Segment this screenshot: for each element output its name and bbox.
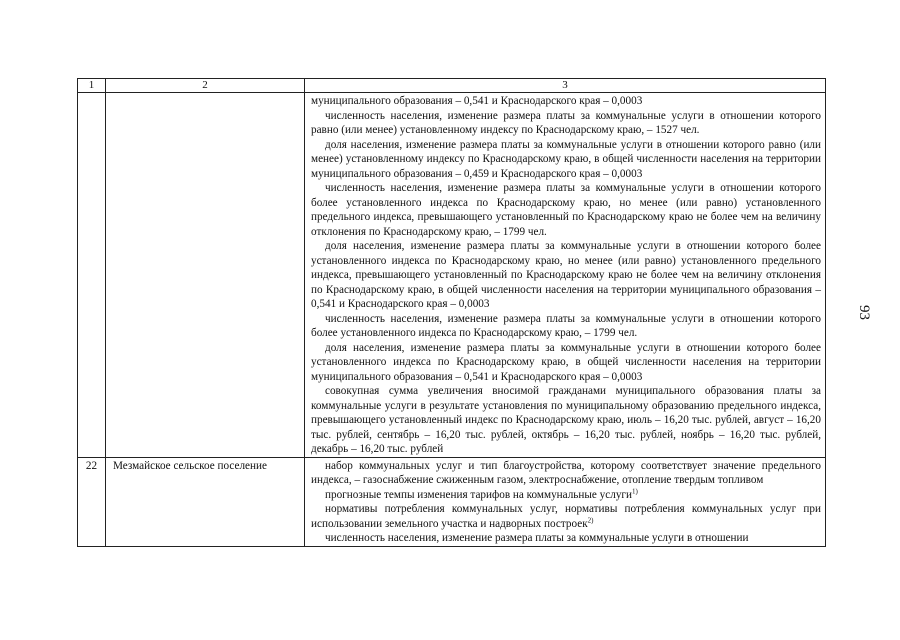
row-name-cell <box>106 93 305 458</box>
paragraph: численность населения, изменение размера платы за коммунальные услуги в отношении <box>325 532 749 544</box>
paragraph: совокупная сумма увеличения вносимой гражданами муниципального образования платы за коммунальные услуги в результате установления по муниципальному образованию предельного индекса, превышающего установленный индекс по Краснодарскому краю, июль – 16,20 тыс. рублей, август – 16,20 тыс. рублей, сентябрь – 16,20 тыс. рублей, октябрь – 16,20 тыс. рублей, ноябрь – 16,20 тыс. рублей, декабрь – 16,20 тыс. рублей <box>311 385 821 455</box>
table-header-row <box>78 79 826 93</box>
paragraph: численность населения, изменение размера платы за коммунальные услуги в отношении которого равно (или менее) установленному индексу по Краснодарскому краю, – 1527 чел. <box>311 109 821 136</box>
paragraph-text: прогнозные темпы изменения тарифов на коммунальные услуги <box>325 488 632 501</box>
paragraph: муниципального образования – 0,541 и Краснодарского края – 0,0003 <box>311 95 643 107</box>
page-number: 93 <box>856 305 872 320</box>
row-content-cell <box>305 93 826 458</box>
paragraph: доля населения, изменение размера платы за коммунальные услуги в отношении которого более установленного индекса по Краснодарскому краю, в общей численности населения на территории муниципального образования – 0,541 и Краснодарского края – 0,0003 <box>311 341 821 383</box>
table-row-22 <box>78 457 826 546</box>
paragraph: набор коммунальных услуг и тип благоустройства, которому соответствует значение предельного индекса, – газоснабжение сжиженным газом, электроснабжение, отопление твердым топливом <box>311 459 821 486</box>
paragraph: доля населения, изменение размера платы за коммунальные услуги в отношении которого более установленного индекса по Краснодарскому краю, но менее (или равно) установленного предельного индекса, превышающего установленный по Краснодарскому краю не более чем на величину отклонения по Краснодарскому краю, в общей численности населения на территории муниципального образования – 0,541 и Краснодарского края – 0,0003 <box>311 240 821 310</box>
paragraph <box>311 488 821 503</box>
header-col-1: 1 <box>78 79 106 93</box>
settlement-name: Мезмайское сельское поселение <box>106 457 305 546</box>
paragraph: доля населения, изменение размера платы за коммунальные услуги в отношении которого равно (или менее) установленному индексу по Краснодарскому краю, в общей численности населения на территории муниципального образования – 0,459 и Краснодарского края – 0,0003 <box>311 138 821 180</box>
paragraph <box>311 502 821 531</box>
paragraph: численность населения, изменение размера платы за коммунальные услуги в отношении которого более установленного индекса по Краснодарскому краю, но менее (или равно) установленного предельного индекса, превышающего установленный по Краснодарскому краю не более чем на величину отклонения по Краснодарскому краю, – 1799 чел. <box>311 182 821 238</box>
header-col-3: 3 <box>305 79 826 93</box>
row-content-cell <box>305 457 826 546</box>
table-row-continued <box>78 93 826 458</box>
paragraph-text: нормативы потребления коммунальных услуг, нормативы потребления коммунальных услуг при использовании земельного участка и надворных построек <box>311 503 821 530</box>
row-number: 22 <box>78 457 106 546</box>
document-table <box>77 78 826 547</box>
footnote-marker: 1) <box>631 486 638 495</box>
footnote-marker: 2) <box>587 515 594 524</box>
header-col-2: 2 <box>106 79 305 93</box>
paragraph: численность населения, изменение размера платы за коммунальные услуги в отношении которого более установленного индекса по Краснодарскому краю, – 1799 чел. <box>311 312 821 339</box>
row-number-cell <box>78 93 106 458</box>
